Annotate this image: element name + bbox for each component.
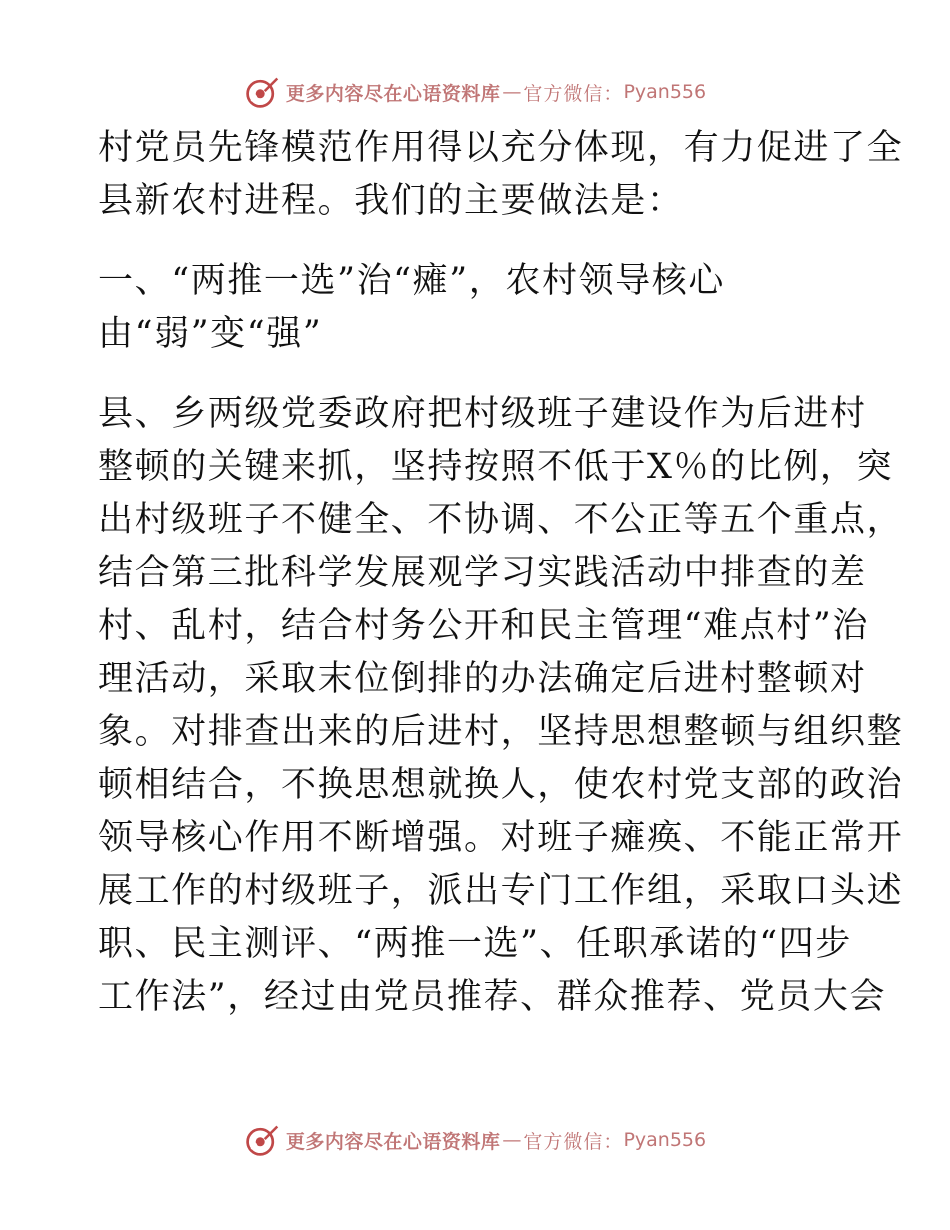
paragraph-body [98,388,904,1024]
text-line: 理活动，采取末位倒排的办法确定后进村整顿对 [98,659,867,699]
text-line: 工作法”，经过由党员推荐、群众推荐、党员大会 [98,977,887,1017]
text-line: 职、民主测评、“两推一选”、任职承诺的“四步 [98,924,852,964]
text-line: 象。对排查出来的后进村，坚持思想整顿与组织整 [98,712,904,752]
watermark-sub-text: 官方微信： [523,1130,624,1153]
text-line: 村党员先锋模范作用得以充分体现，有力促进了全 [98,128,904,168]
text-line: 展工作的村级班子，派出专门工作组，采取口头述 [98,871,904,911]
header-watermark [0,72,950,112]
watermark-separator: — [502,1129,522,1151]
text-line: 村、乱村，结合村务公开和民主管理“难点村”治 [98,606,869,646]
watermark-separator: — [502,81,522,103]
text-line: 出村级班子不健全、不协调、不公正等五个重点， [98,500,904,540]
watermark-wechat-id: Pyan556 [623,1129,707,1151]
section-heading [98,255,858,361]
text-line: 县新农村进程。我们的主要做法是： [98,181,684,221]
watermark-sub-text: 官方微信： [523,82,624,105]
watermark-main-text: 更多内容尽在心语资料库 [285,1130,501,1153]
watermark-main-text: 更多内容尽在心语资料库 [285,82,501,105]
document-body [98,122,904,1024]
text-line: 领导核心作用不断增强。对班子瘫痪、不能正常开 [98,818,904,858]
pen-logo-icon [244,1122,280,1158]
heading-line: 由“弱”变“强” [98,314,323,354]
heading-line: 一、“两推一选”治“瘫”，农村领导核心 [98,261,725,301]
footer-watermark [0,1120,950,1160]
text-line: 整顿的关键来抓，坚持按照不低于X％的比例，突 [98,447,894,487]
watermark-wechat-id: Pyan556 [623,81,707,103]
text-line: 顿相结合，不换思想就换人，使农村党支部的政治 [98,765,904,805]
paragraph-intro [98,122,904,228]
pen-logo-icon [244,74,280,110]
text-line: 结合第三批科学发展观学习实践活动中排查的差 [98,553,867,593]
text-line: 县、乡两级党委政府把村级班子建设作为后进村 [98,394,867,434]
